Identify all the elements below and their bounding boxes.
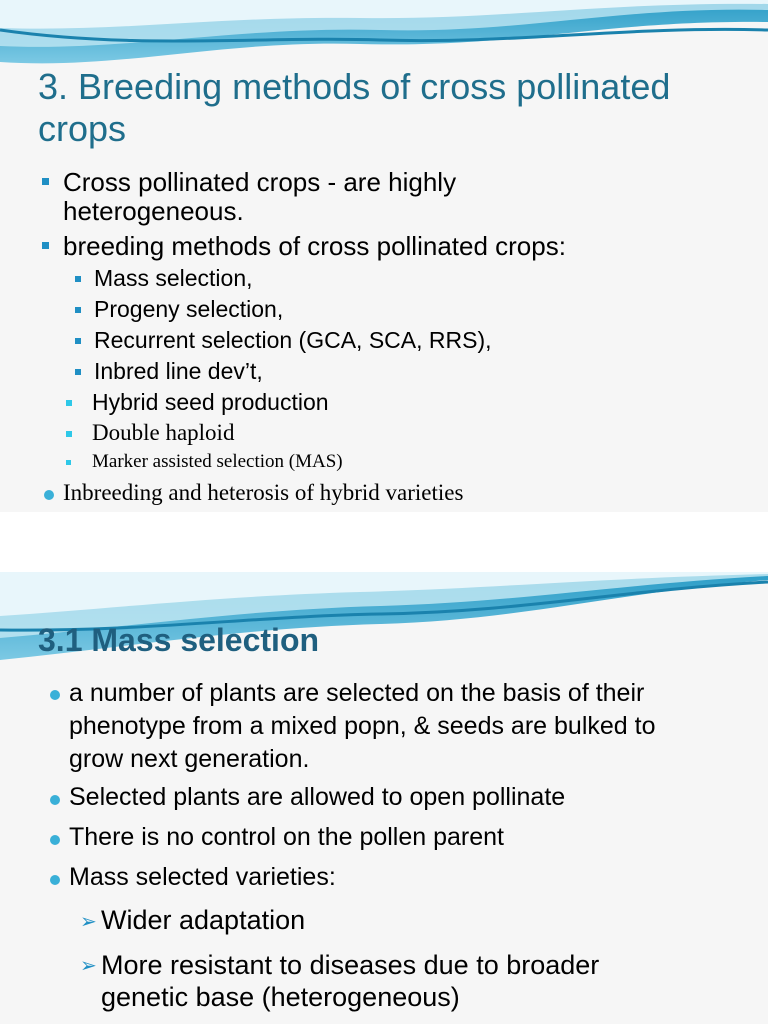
sub-bullet-square-icon [75, 338, 81, 344]
sub-item: Inbred line dev’t, [94, 358, 263, 384]
slide-title [38, 66, 758, 150]
slide-title: 3.1 Mass selection [38, 622, 320, 658]
sub-bullet-square-icon [66, 460, 71, 465]
sub-item: Double haploid [92, 420, 235, 445]
bullet-dot-icon [50, 875, 60, 885]
bullet-text: Selected plants are allowed to open pollinate [69, 783, 566, 811]
bullet-line: a number of plants are selected on the basis of their [69, 679, 645, 707]
title-line-1: 3. Breeding methods of cross pollinated [38, 66, 671, 107]
bullet-dot-icon [50, 795, 60, 805]
bullet-dot-icon [44, 490, 54, 500]
bullet-line: grow next generation. [69, 745, 310, 773]
bullet-text [63, 168, 456, 226]
sub-item [101, 949, 599, 1013]
sub-bullet-square-icon [75, 369, 81, 375]
bullet-dot-icon [50, 690, 60, 700]
bullet-text: breeding methods of cross pollinated crops: [63, 231, 566, 261]
sub-item: Recurrent selection (GCA, SCA, RRS), [94, 327, 492, 353]
sub-item: Hybrid seed production [92, 389, 329, 415]
sub-item-line: More resistant to diseases due to broader [101, 950, 600, 980]
slide-gap [0, 512, 768, 572]
sub-bullet-square-icon [75, 276, 81, 282]
sub-item-line: genetic base (heterogeneous) [101, 982, 460, 1012]
bullet-text: Inbreeding and heterosis of hybrid varieties [63, 480, 464, 505]
bullet-line: phenotype from a mixed popn, & seeds are bulked to [69, 712, 656, 740]
bullet-line: Cross pollinated crops - are highly [63, 167, 457, 197]
header-wave-decoration [0, 0, 768, 72]
bullet-square-icon [42, 242, 49, 249]
bullet-text [69, 677, 655, 776]
sub-item: Mass selection, [94, 265, 253, 291]
sub-item: Wider adaptation [101, 905, 306, 935]
title-line-2: crops [38, 108, 127, 149]
sub-item: Marker assisted selection (MAS) [92, 451, 343, 472]
bullet-line: heterogeneous. [63, 196, 244, 226]
sub-bullet-square-icon [75, 307, 81, 313]
slide-2 [0, 572, 768, 1024]
arrow-bullet-icon: ➢ [80, 911, 97, 933]
sub-bullet-square-icon [66, 400, 72, 406]
bullet-dot-icon [50, 835, 60, 845]
arrow-bullet-icon: ➢ [80, 955, 97, 977]
bullet-text: Mass selected varieties: [69, 863, 336, 891]
bullet-text: There is no control on the pollen parent [69, 823, 504, 851]
sub-bullet-square-icon [66, 431, 72, 437]
sub-item: Progeny selection, [94, 296, 284, 322]
bullet-square-icon [42, 178, 49, 185]
